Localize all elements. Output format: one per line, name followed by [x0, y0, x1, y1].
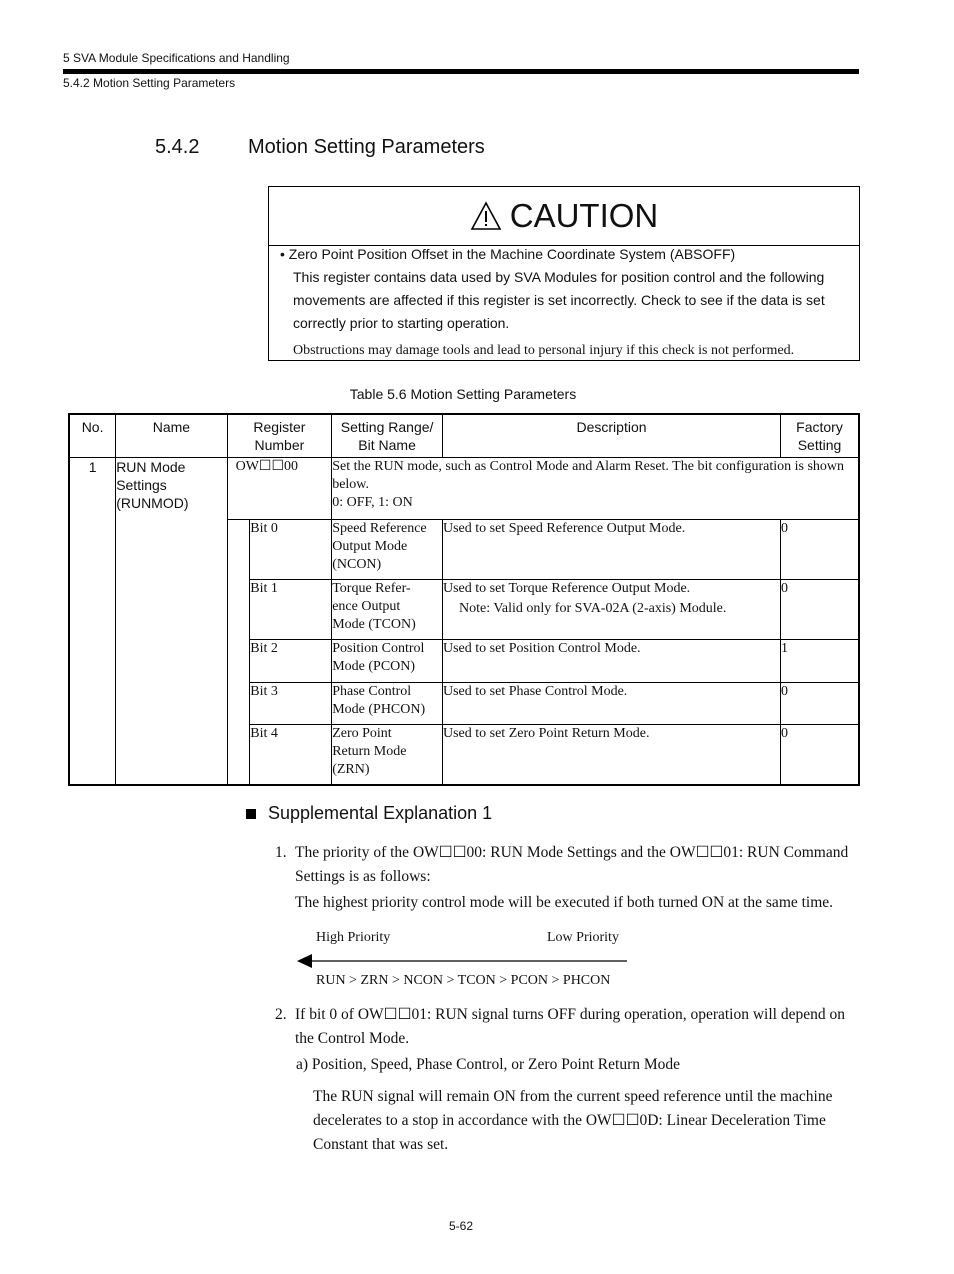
priority-sequence: RUN > ZRN > NCON > TCON > PCON > PHCON — [316, 973, 611, 988]
bit-factory: 0 — [781, 683, 859, 725]
row-description: Set the RUN mode, such as Control Mode and Alarm Reset. The bit configuration is shown below. 0: OFF, 1: ON — [332, 458, 859, 520]
section-title-text: Motion Setting Parameters — [248, 136, 485, 158]
item-number: 2. — [275, 1006, 287, 1023]
header-register: Register Number — [227, 414, 332, 458]
priority-low-label: Low Priority — [547, 930, 619, 945]
item-text: If bit 0 of OW☐☐01: RUN signal turns OFF during operation, operation will depend on the Control Mode. — [295, 1006, 845, 1047]
running-header-chapter: 5 SVA Module Specifications and Handling — [63, 51, 290, 65]
bit-number: Bit 4 — [250, 725, 332, 785]
row-name: RUN Mode Settings (RUNMOD) — [116, 458, 227, 785]
sub-item-text: The RUN signal will remain ON from the current speed reference until the machine decelerates to a stop in accordance with the OW☐☐0D: Linear Deceleration Time Constant that was set. — [313, 1088, 833, 1153]
row-no: 1 — [69, 458, 116, 785]
header-no: No. — [69, 414, 116, 458]
header-description: Description — [442, 414, 780, 458]
bit-factory: 0 — [781, 725, 859, 785]
bit-description: Used to set Speed Reference Output Mode. — [442, 520, 780, 580]
bit-name: Torque Refer- ence Output Mode (TCON) — [332, 580, 443, 640]
section-title — [155, 136, 485, 159]
bit-description: Used to set Torque Reference Output Mode. Note: Valid only for SVA-02A (2-axis) Module. — [442, 580, 780, 640]
bit-indent-cell — [227, 520, 250, 785]
caution-box — [268, 186, 860, 361]
bit-number: Bit 0 — [250, 520, 332, 580]
bit-factory: 1 — [781, 640, 859, 683]
table-row — [69, 458, 859, 520]
item-subtext: The highest priority control mode will be executed if both turned ON at the same time. — [295, 894, 834, 911]
bit-number: Bit 3 — [250, 683, 332, 725]
table-caption: Table 5.6 Motion Setting Parameters — [349, 386, 577, 402]
bit-name: Phase Control Mode (PHCON) — [332, 683, 443, 725]
caution-warning: Obstructions may damage tools and lead to personal injury if this check is not performed. — [293, 343, 795, 358]
supplemental-heading — [246, 803, 492, 824]
running-header-section: 5.4.2 Motion Setting Parameters — [63, 76, 236, 90]
bit-description: Used to set Position Control Mode. — [442, 640, 780, 683]
header-rule — [63, 69, 859, 74]
bit-factory: 0 — [781, 520, 859, 580]
caution-bullet: • Zero Point Position Offset in the Machine Coordinate System (ABSOFF) — [280, 246, 736, 262]
motion-setting-parameters-table — [68, 413, 860, 786]
priority-arrow-icon — [297, 953, 629, 969]
header-range: Setting Range/ Bit Name — [332, 414, 443, 458]
bit-description: Used to set Phase Control Mode. — [442, 683, 780, 725]
bit-description: Used to set Zero Point Return Mode. — [442, 725, 780, 785]
sub-item-title: a) Position, Speed, Phase Control, or Zero Point Return Mode — [296, 1056, 681, 1073]
header-factory: Factory Setting — [781, 414, 859, 458]
page-number: 5-62 — [448, 1219, 474, 1233]
row-register: OW☐☐00 — [227, 458, 332, 520]
caution-title: CAUTION — [509, 197, 659, 234]
bit-name: Speed Reference Output Mode (NCON) — [332, 520, 443, 580]
bit-note: Note: Valid only for SVA-02A (2-axis) Module. — [458, 601, 727, 616]
supplemental-title: Supplemental Explanation 1 — [268, 803, 493, 823]
bit-number: Bit 1 — [250, 580, 332, 640]
bit-number: Bit 2 — [250, 640, 332, 683]
section-number: 5.4.2 — [155, 136, 200, 158]
item-text: The priority of the OW☐☐00: RUN Mode Settings and the OW☐☐01: RUN Command Settings is as follows: — [295, 844, 849, 885]
caution-paragraph: This register contains data used by SVA Modules for position control and the following movements are affected if this register is set incorrectly. Check to see if the data is set correctly prior to starting operation. — [293, 269, 825, 331]
list-item — [275, 1003, 860, 1051]
bit-factory: 0 — [781, 580, 859, 640]
table-header-row — [69, 414, 859, 458]
bit-name: Position Control Mode (PCON) — [332, 640, 443, 683]
bit-name: Zero Point Return Mode (ZRN) — [332, 725, 443, 785]
caution-body — [269, 243, 859, 362]
square-bullet-icon — [246, 809, 256, 819]
item-number: 1. — [275, 844, 287, 861]
header-name: Name — [116, 414, 227, 458]
priority-high-label: High Priority — [316, 930, 391, 945]
warning-triangle-icon — [470, 201, 502, 231]
caution-header — [269, 187, 859, 246]
list-item — [275, 841, 860, 889]
